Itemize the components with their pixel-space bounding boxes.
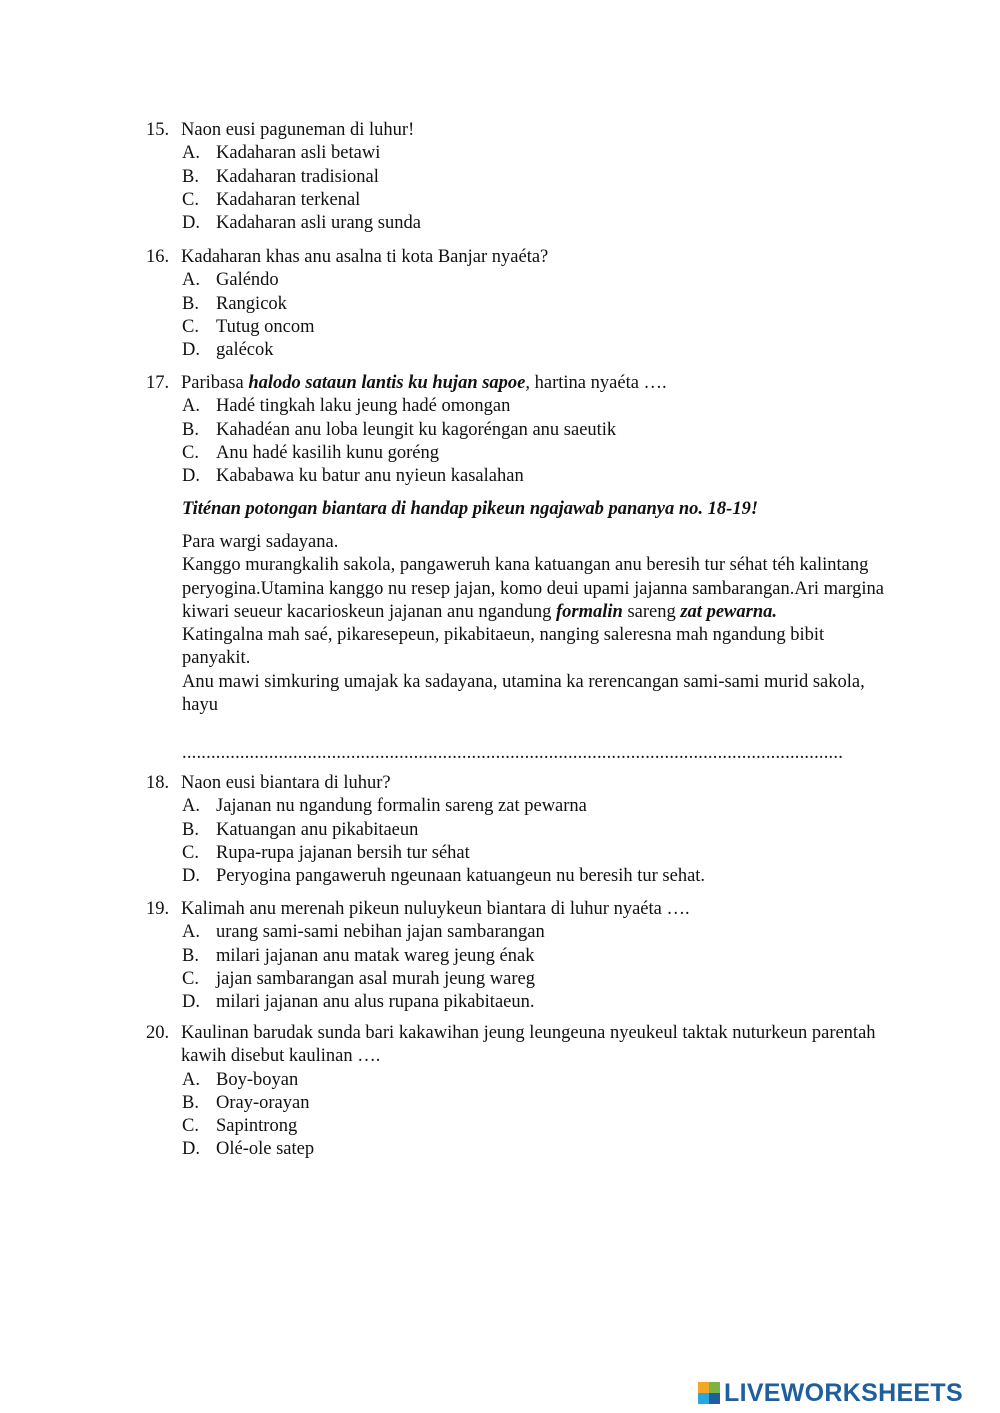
option-text: Kadaharan tradisional [216, 166, 379, 187]
question-text [181, 372, 667, 395]
option-text: Olé-ole satep [216, 1139, 315, 1160]
option-letter: A. [182, 270, 200, 291]
option-letter: B. [182, 419, 199, 440]
question-16 [146, 246, 906, 362]
question-18-stem [146, 772, 906, 795]
option-text: Kadaharan asli urang sunda [216, 213, 421, 234]
question-number: 19. [146, 899, 170, 919]
option-letter: C. [182, 968, 199, 989]
passage-blank-line[interactable]: ......................................................................................................................................... [182, 743, 844, 763]
question-number: 20. [146, 1023, 170, 1043]
question-number: 16. [146, 247, 170, 267]
option-letter: D. [182, 1139, 200, 1160]
emphasis-formalin: formalin [555, 601, 623, 622]
option-text: Sapintrong [216, 1116, 298, 1137]
question-16-stem [146, 246, 906, 269]
passage-greeting: Para wargi sadayana. [182, 532, 339, 552]
option-17-a[interactable] [146, 395, 906, 418]
option-16-a[interactable] [146, 269, 906, 292]
option-letter: A. [182, 796, 200, 817]
question-20 [146, 1022, 906, 1162]
logo-square-2 [709, 1382, 720, 1393]
option-18-b[interactable] [146, 819, 906, 842]
option-text: Oray-orayan [216, 1092, 310, 1113]
question-number: 15. [146, 120, 170, 140]
option-15-a[interactable] [146, 142, 906, 165]
question-20-stem [146, 1022, 906, 1069]
option-18-a[interactable] [146, 795, 906, 818]
option-text: Anu hadé kasilih kunu goréng [216, 442, 439, 463]
option-text: milari jajanan anu alus rupana pikabitaeun. [216, 992, 535, 1013]
option-text: Rupa-rupa jajanan bersih tur séhat [216, 842, 470, 863]
option-15-b[interactable] [146, 166, 906, 189]
option-19-c[interactable] [146, 968, 906, 991]
option-letter: A. [182, 143, 200, 164]
logo-square-3 [698, 1393, 709, 1404]
option-letter: A. [182, 396, 200, 417]
question-text-before: Paribasa [181, 373, 249, 393]
question-15-stem [146, 119, 906, 142]
option-letter: B. [182, 945, 199, 966]
option-text: Boy-boyan [216, 1069, 299, 1090]
option-letter: C. [182, 316, 199, 337]
emphasis-zat-pewarna: zat pewarna. [680, 601, 777, 622]
question-18 [146, 772, 906, 888]
liveworksheets-logo[interactable] [698, 1380, 963, 1406]
option-text: jajan sambarangan asal murah jeung wareg [216, 968, 535, 989]
option-20-d[interactable] [146, 1138, 906, 1161]
option-letter: B. [182, 166, 199, 187]
question-text: Naon eusi paguneman di luhur! [181, 120, 415, 140]
logo-mark-icon [698, 1382, 720, 1404]
question-text: Kaulinan barudak sunda bari kakawihan jeung leungeuna nyeukeul taktak nuturkeun parentah kawih disebut kaulinan …. [181, 1023, 876, 1067]
question-17-stem [146, 372, 906, 395]
option-text: Hadé tingkah laku jeung hadé omongan [216, 396, 511, 417]
option-19-d[interactable] [146, 991, 906, 1014]
question-17 [146, 372, 906, 488]
option-letter: D. [182, 340, 200, 361]
question-number: 17. [146, 373, 170, 393]
option-text: Kababawa ku batur anu nyieun kasalahan [216, 466, 524, 487]
option-15-d[interactable] [146, 212, 906, 235]
question-15 [146, 119, 906, 235]
option-16-c[interactable] [146, 316, 906, 339]
option-18-d[interactable] [146, 865, 906, 888]
option-text: Katuangan anu pikabitaeun [216, 819, 419, 840]
logo-square-1 [698, 1382, 709, 1393]
option-19-a[interactable] [146, 921, 906, 944]
option-text: Kahadéan anu loba leungit ku kagoréngan anu saeutik [216, 419, 617, 440]
option-text: Rangicok [216, 293, 287, 314]
passage-instruction: Titénan potongan biantara di handap pikeun ngajawab pananya no. 18-19! [182, 499, 759, 519]
option-text: Galéndo [216, 270, 279, 291]
option-letter: B. [182, 293, 199, 314]
option-text: Kadaharan terkenal [216, 189, 361, 210]
option-letter: D. [182, 866, 200, 887]
question-19-stem [146, 898, 906, 921]
option-15-c[interactable] [146, 189, 906, 212]
option-letter: D. [182, 466, 200, 487]
option-letter: A. [182, 1069, 200, 1090]
option-17-b[interactable] [146, 419, 906, 442]
option-16-d[interactable] [146, 339, 906, 362]
option-text: Jajanan nu ngandung formalin sareng zat pewarna [216, 796, 587, 817]
option-text: Peryogina pangaweruh ngeunaan katuangeun nu beresih tur sehat. [216, 866, 706, 887]
option-letter: B. [182, 819, 199, 840]
question-text-after: , hartina nyaéta …. [525, 373, 667, 393]
option-16-b[interactable] [146, 293, 906, 316]
option-text: urang sami-sami nebihan jajan sambarangan [216, 922, 545, 943]
option-text: galécok [216, 340, 274, 361]
option-18-c[interactable] [146, 842, 906, 865]
passage-text: Kanggo murangkalih sakola, pangaweruh kana katuangan anu beresih tur séhat téh kalintang peryogina.Utamina kanggo nu resep jajan, komo deui upami jajanna sambarangan.Ari margina kiwari seueur kacarioskeun jajanan anu ngandung [182, 555, 884, 622]
logo-square-4 [709, 1393, 720, 1404]
passage-text: sareng [622, 601, 681, 622]
question-number: 18. [146, 773, 170, 793]
option-letter: D. [182, 213, 200, 234]
question-19 [146, 898, 906, 1014]
option-letter: D. [182, 992, 200, 1013]
option-20-a[interactable] [146, 1069, 906, 1092]
passage-paragraph-3: Anu mawi simkuring umajak ka sadayana, utamina ka rerencangan sami-sami murid sakola, hayu [182, 671, 865, 716]
option-letter: C. [182, 1116, 199, 1137]
passage-paragraph-1 [182, 554, 892, 624]
option-20-b[interactable] [146, 1092, 906, 1115]
proverb-emphasis: halodo sataun lantis ku hujan sapoe [248, 373, 526, 393]
passage-paragraph-2: Katingalna mah saé, pikaresepeun, pikabitaeun, nanging saleresna mah ngandung bibit panyakit. [182, 625, 825, 669]
option-17-d[interactable] [146, 465, 906, 488]
option-letter: A. [182, 922, 200, 943]
option-letter: C. [182, 842, 199, 863]
option-20-c[interactable] [146, 1115, 906, 1138]
question-text: Kadaharan khas anu asalna ti kota Banjar nyaéta? [181, 247, 549, 267]
option-text: Kadaharan asli betawi [216, 143, 381, 164]
option-letter: C. [182, 189, 199, 210]
speech-passage [182, 531, 892, 717]
option-19-b[interactable] [146, 945, 906, 968]
logo-text: LIVEWORKSHEETS [724, 1379, 963, 1407]
option-text: milari jajanan anu matak wareg jeung énak [216, 945, 535, 966]
question-text: Naon eusi biantara di luhur? [181, 773, 391, 793]
option-letter: B. [182, 1092, 199, 1113]
option-17-c[interactable] [146, 442, 906, 465]
option-letter: C. [182, 442, 199, 463]
option-text: Tutug oncom [216, 316, 315, 337]
question-text: Kalimah anu merenah pikeun nuluykeun biantara di luhur nyaéta …. [181, 899, 690, 919]
